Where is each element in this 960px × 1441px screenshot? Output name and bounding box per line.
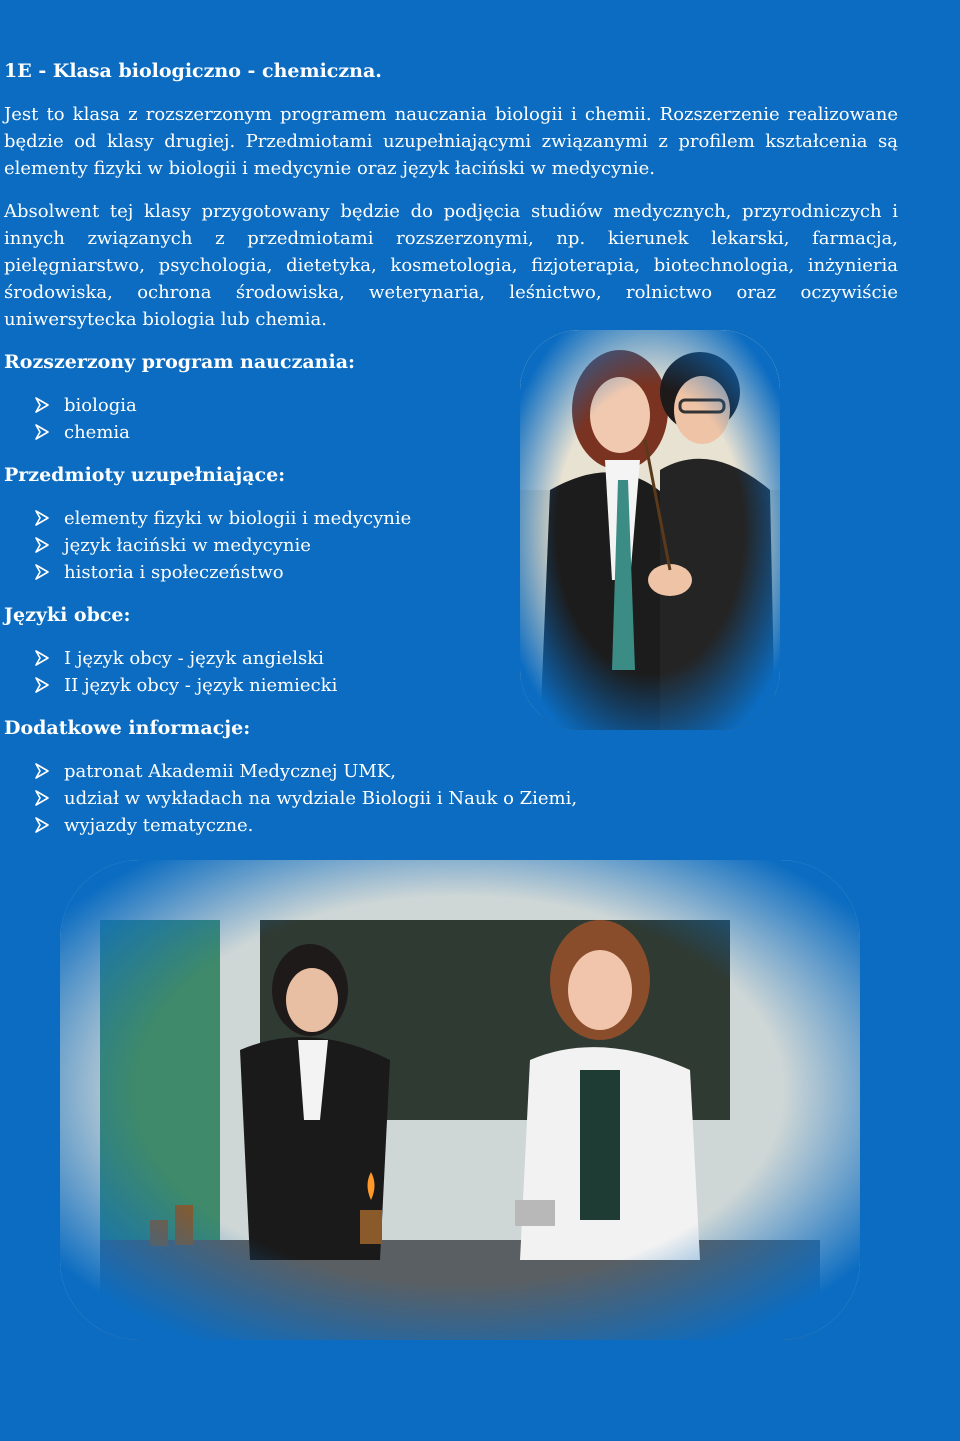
list-item bbox=[4, 812, 898, 839]
list-item-label: wyjazdy tematyczne. bbox=[64, 815, 254, 836]
list-item bbox=[4, 419, 898, 446]
list-item bbox=[4, 758, 898, 785]
list-item-label: I język obcy - język angielski bbox=[64, 648, 324, 669]
arrow-bullet-icon bbox=[34, 650, 50, 666]
supplementary-subjects-list bbox=[4, 505, 898, 586]
list-item bbox=[4, 392, 898, 419]
graduate-paragraph: Absolwent tej klasy przygotowany będzie do podjęcia studiów medycznych, przyrodniczych i innych związanych z przedmiotami rozszerzonymi, np. kierunek lekarski, farmacja, pielęgniarstwo, psychologia, dietetyka, kosmetologia, fizjoterapia, biotechnologia, inżynieria środowiska, ochrona środowiska, weterynaria, leśnictwo, rolnictwo oraz oczywiście uniwersytecka biologia lub chemia. bbox=[4, 201, 898, 330]
arrow-bullet-icon bbox=[34, 397, 50, 413]
intro-paragraph: Jest to klasa z rozszerzonym programem nauczania biologii i chemii. Rozszerzenie realizowane będzie od klasy drugiej. Przedmiotami uzupełniającymi związanymi z profilem kształcenia są elementy fizyki w biologii i medycynie oraz język łaciński w medycynie. bbox=[4, 104, 898, 179]
arrow-bullet-icon bbox=[34, 424, 50, 440]
foreign-languages-heading: Języki obce: bbox=[4, 604, 131, 626]
arrow-bullet-icon bbox=[34, 510, 50, 526]
supplementary-subjects-heading: Przedmioty uzupełniające: bbox=[4, 464, 286, 486]
additional-info-heading: Dodatkowe informacje: bbox=[4, 717, 251, 739]
arrow-bullet-icon bbox=[34, 790, 50, 806]
arrow-bullet-icon bbox=[34, 763, 50, 779]
list-item-label: II język obcy - język niemiecki bbox=[64, 675, 338, 696]
list-item bbox=[4, 559, 898, 586]
list-item bbox=[4, 532, 898, 559]
arrow-bullet-icon bbox=[34, 677, 50, 693]
list-item-label: elementy fizyki w biologii i medycynie bbox=[64, 508, 412, 529]
photo-chemistry-experiment-image bbox=[60, 860, 860, 1340]
extended-program-heading: Rozszerzony program nauczania: bbox=[4, 351, 356, 373]
arrow-bullet-icon bbox=[34, 817, 50, 833]
list-item-label: chemia bbox=[64, 422, 130, 443]
additional-info-list bbox=[4, 758, 898, 839]
photo-chemistry-experiment bbox=[60, 860, 860, 1340]
list-item bbox=[4, 672, 898, 699]
text-column bbox=[4, 58, 898, 855]
list-item bbox=[4, 785, 898, 812]
arrow-bullet-icon bbox=[34, 537, 50, 553]
list-item-label: udział w wykładach na wydziale Biologii i Nauk o Ziemi, bbox=[64, 788, 578, 809]
page-title: 1E - Klasa biologiczno - chemiczna. bbox=[4, 60, 382, 82]
list-item-label: biologia bbox=[64, 395, 137, 416]
arrow-bullet-icon bbox=[34, 564, 50, 580]
list-item-label: historia i społeczeństwo bbox=[64, 562, 284, 583]
extended-program-list bbox=[4, 392, 898, 446]
foreign-languages-list bbox=[4, 645, 898, 699]
list-item-label: patronat Akademii Medycznej UMK, bbox=[64, 761, 396, 782]
list-item bbox=[4, 645, 898, 672]
list-item-label: język łaciński w medycynie bbox=[64, 535, 311, 556]
list-item bbox=[4, 505, 898, 532]
